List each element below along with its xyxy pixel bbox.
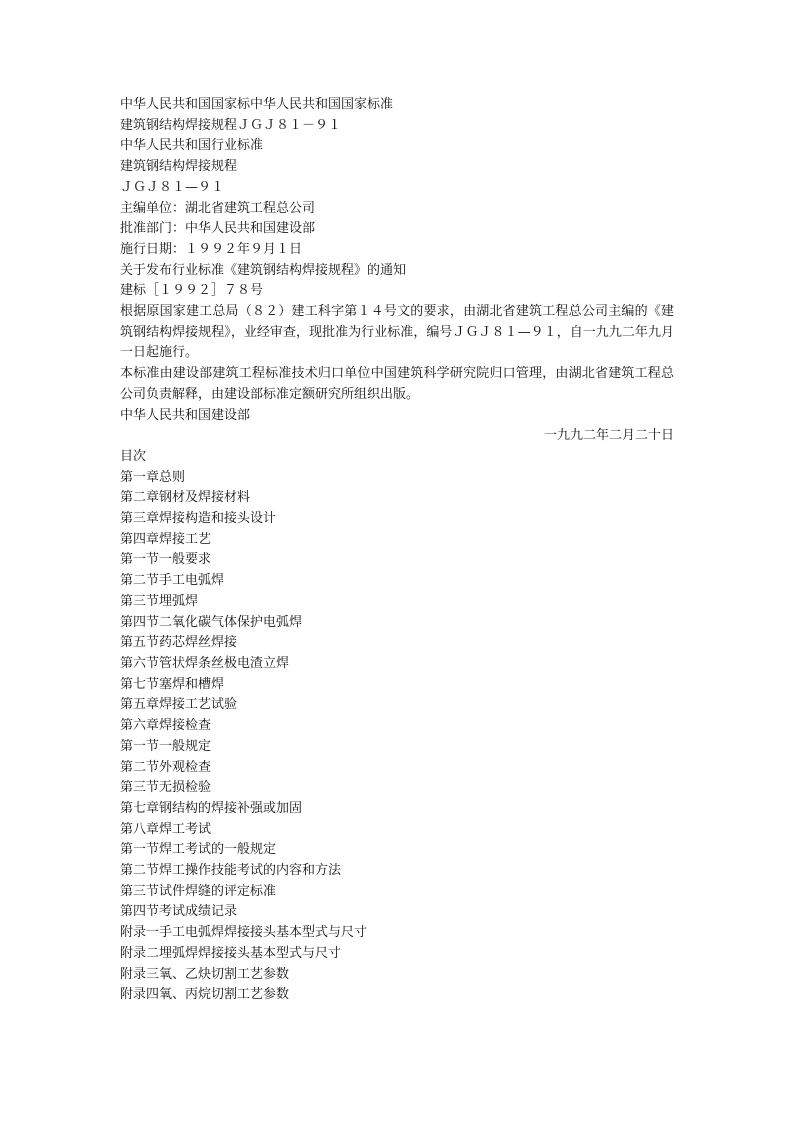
toc-item: 第四节考试成绩记录 xyxy=(120,904,238,920)
header-line-1: 中华人民共和国国家标中华人民共和国国家标准 xyxy=(120,97,394,112)
toc-item: 第二节外观检查 xyxy=(120,759,212,775)
document-title: 建筑钢结构焊接规程 xyxy=(120,159,238,175)
header-line-3: 中华人民共和国行业标准 xyxy=(120,138,264,154)
toc-item: 第四节二氧化碳气体保护电弧焊 xyxy=(120,614,303,630)
notice-number: 建标［１９９２］７８号 xyxy=(120,283,264,299)
toc-item: 第五章焊接工艺试验 xyxy=(120,697,238,713)
toc-item: 第二章钢材及焊接材料 xyxy=(120,490,251,506)
toc-item: 第二节焊工操作技能考试的内容和方法 xyxy=(120,863,342,879)
notice-title: 关于发布行业标准《建筑钢结构焊接规程》的通知 xyxy=(120,262,407,278)
document-page xyxy=(120,95,674,1006)
toc-item: 第四章焊接工艺 xyxy=(120,531,212,547)
notice-paragraph-1: 根据原国家建工总局（８２）建工科字第１４号文的要求，由湖北省建筑工程总公司主编的《建筑钢结构焊接规程》，业经审查，现批准为行业标准，编号ＪＧＪ８１—９１，自一九九二年九月一日起施行。 xyxy=(120,304,674,361)
toc-item: 附录一手工电弧焊焊接接头基本型式与尺寸 xyxy=(120,925,368,941)
toc-item: 第六节管状焊条丝极电渣立焊 xyxy=(120,655,290,671)
toc-item: 第三节埋弧焊 xyxy=(120,593,199,609)
toc-item: 第二节手工电弧焊 xyxy=(120,573,225,589)
notice-paragraph-2: 本标准由建设部建筑工程标准技术归口单位中国建筑科学研究院归口管理，由湖北省建筑工程总公司负责解释，由建设部标准定额研究所组织出版。 xyxy=(120,366,674,402)
toc-item: 第一节一般规定 xyxy=(120,738,212,754)
toc-item: 第六章焊接检查 xyxy=(120,718,212,734)
toc-list xyxy=(120,468,674,1006)
header-line-2: 建筑钢结构焊接规程ＪＧＪ８１－９１ xyxy=(120,117,342,133)
toc-item: 第一章总则 xyxy=(120,469,186,485)
toc-title: 目次 xyxy=(120,448,147,464)
toc-item: 第七章钢结构的焊接补强或加固 xyxy=(120,800,303,816)
standard-code: ＪＧＪ８１—９１ xyxy=(120,179,225,195)
toc-item: 附录四氧、丙烷切割工艺参数 xyxy=(120,987,290,1003)
toc-item: 第一节一般要求 xyxy=(120,552,212,568)
toc-item: 附录三氧、乙炔切割工艺参数 xyxy=(120,966,290,982)
toc-item: 第三节试件焊缝的评定标准 xyxy=(120,883,277,899)
toc-item: 第七节塞焊和槽焊 xyxy=(120,676,225,692)
toc-item: 第五节药芯焊丝焊接 xyxy=(120,635,238,651)
editor-unit: 主编单位：湖北省建筑工程总公司 xyxy=(120,200,316,216)
approving-department: 批准部门：中华人民共和国建设部 xyxy=(120,221,316,237)
toc-item: 第三节无损检验 xyxy=(120,780,212,796)
toc-item: 附录二埋弧焊焊接接头基本型式与尺寸 xyxy=(120,945,342,961)
toc-item: 第三章焊接构造和接头设计 xyxy=(120,511,277,527)
toc-item: 第一节焊工考试的一般规定 xyxy=(120,842,277,858)
issuer: 中华人民共和国建设部 xyxy=(120,407,251,423)
effective-date: 施行日期：１９９２年９月１日 xyxy=(120,241,303,257)
toc-item: 第八章焊工考试 xyxy=(120,821,212,837)
issue-date: 一九九二年二月二十日 xyxy=(543,428,674,444)
